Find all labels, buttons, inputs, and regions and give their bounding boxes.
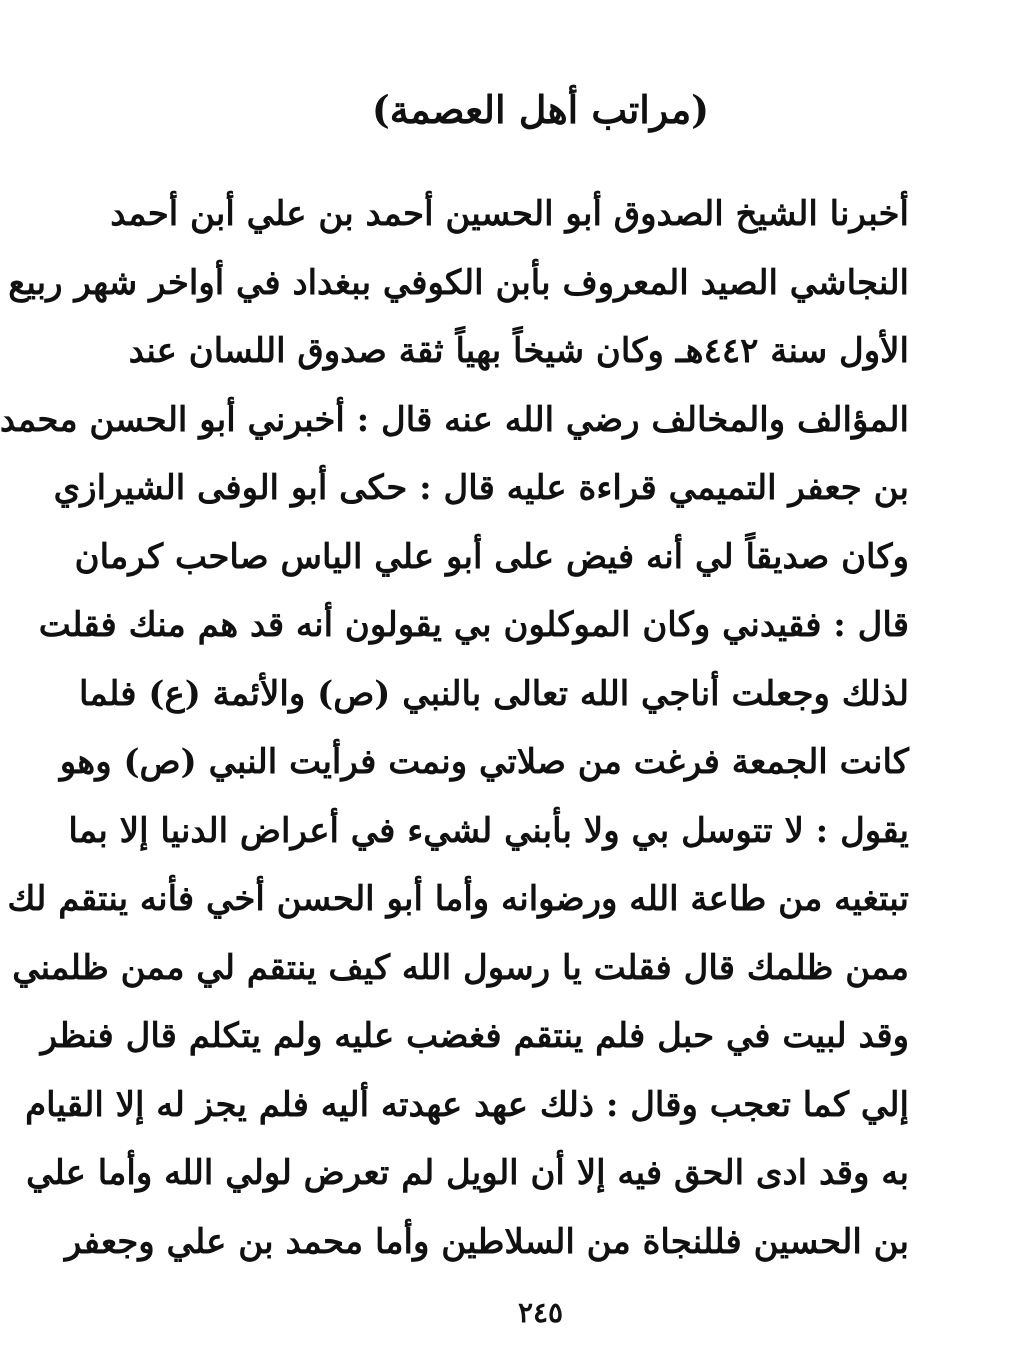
text-line: وكان صديقاً لي أنه فيض على أبو علي الياس صاحب كرمان bbox=[74, 536, 909, 577]
text-line: قال : فقيدني وكان الموكلون بي يقولون أنه قد هم منك فقلت bbox=[38, 605, 909, 645]
text-line: كانت الجمعة فرغت من صلاتي ونمت فرأيت النبي (ص) وهو bbox=[59, 742, 909, 782]
text-line: المؤالف والمخالف رضي الله عنه قال : أخبرني أبو الحسن محمد bbox=[0, 399, 909, 440]
text-line: لذلك وجعلت أناجي الله تعالى بالنبي (ص) والأئمة (ع) فلما bbox=[79, 673, 909, 714]
text-line: بن جعفر التميمي قراءة عليه قال : حكى أبو الوفى الشيرازي bbox=[53, 468, 909, 508]
text-line: بن الحسين فللنجاة من السلاطين وأما محمد بن علي وجعفر bbox=[64, 1221, 909, 1262]
text-line: وقد لبيت في حبل فلم ينتقم فغضب عليه ولم يتكلم قال فنظر bbox=[40, 1016, 909, 1056]
page-title: (مراتب أهل العصمة) bbox=[371, 87, 710, 132]
page-number: ٢٤٥ bbox=[517, 1296, 564, 1329]
text-line: أخبرنا الشيخ الصدوق أبو الحسين أحمد بن علي أبن أحمد bbox=[110, 194, 909, 234]
text-line: به وقد ادى الحق فيه إلا أن الويل لم تعرض لولي الله وأما علي bbox=[26, 1153, 909, 1193]
text-line: إلي كما تعجب وقال : ذلك عهد عهدته أليه فلم يجز له إلا القيام bbox=[25, 1084, 909, 1125]
body-text bbox=[0, 180, 909, 1276]
text-line: تبتغيه من طاعة الله ورضوانه وأما أبو الحسن أخي فأنه ينتقم لك bbox=[7, 879, 909, 919]
text-line: النجاشي الصيد المعروف بأبن الكوفي ببغداد في أواخر شهر ربيع bbox=[8, 262, 909, 303]
text-line: ممن ظلمك قال فقلت يا رسول الله كيف ينتقم لي ممن ظلمني bbox=[12, 947, 909, 988]
text-line: يقول : لا تتوسل بي ولا بأبني لشيء في أعراض الدنيا إلا بما bbox=[68, 810, 909, 851]
text-line: الأول سنة ٤٤٢هـ وكان شيخاً بهياً ثقة صدوق اللسان عند bbox=[128, 331, 909, 371]
